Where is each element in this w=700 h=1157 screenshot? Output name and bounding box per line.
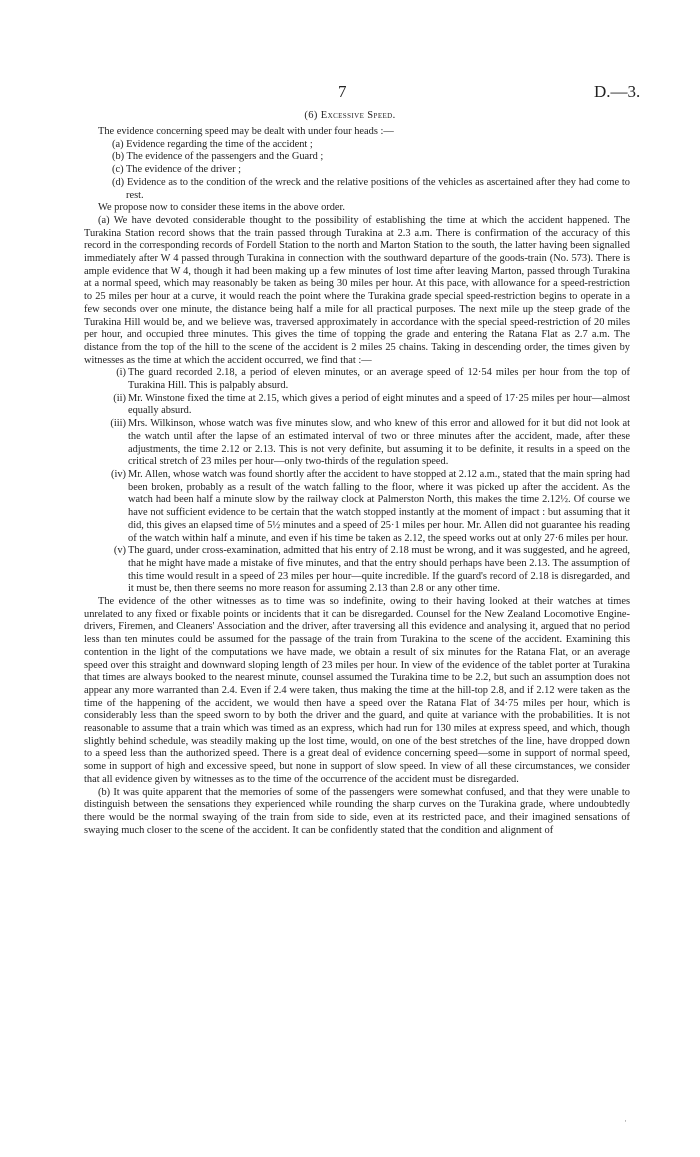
- item-text: The guard recorded 2.18, a period of eleven minutes, or an average speed of 12·54 miles per hour from the top of Turakina Hill. This is palpably absurd.: [128, 367, 630, 392]
- item-number: (ii): [113, 392, 126, 404]
- page-number: 7: [338, 82, 347, 101]
- item-text: Mr. Winstone fixed the time at 2.15, which gives a period of eight minutes and a speed of 17·25 miles per hour—almost equally absurd.: [128, 392, 630, 417]
- item-text: Mrs. Wilkinson, whose watch was five minutes slow, and who knew of this error and allowed for it but did not look at the watch until after the lapse of an estimated interval of two or three minutes after the accident, made, after these adjustments, the time 2.12 or 2.13. This is not very definite, but assuming it to be definite, it results in a speed on the critical stretch of 23 miles per hour—only two-thirds of the regulation speed.: [128, 418, 630, 468]
- item-number: (i): [116, 367, 126, 379]
- head-b: (b) The evidence of the passengers and the Guard ;: [112, 151, 324, 163]
- item-number: (iii): [110, 418, 126, 430]
- document-body: [84, 126, 630, 837]
- item-text: Mr. Allen, whose watch was found shortly after the accident to have stopped at 2.12 a.m., stated that the main spring had been broken, probably as a result of the watch falling to the floor, where it was picked up after the accident. As the watch had been half a minute slow by the railway clock at Palmerston North, this makes the time 2.12½. Of course we have not sufficient evidence to be certain that the watch stopped instantly at the moment of impact : but assuming that it did, this gives an elapsed time of 5½ minutes and a speed of 25·1 miles per hour. Mr. Allen did not guarantee his reading of the watch within half a minute, and even if his time be taken as 2.12, the speed works out at only 27·6 miles per hour.: [128, 468, 630, 544]
- list-item: [106, 418, 630, 469]
- list-item: [106, 367, 630, 392]
- item-number: (iv): [110, 468, 126, 480]
- order-paragraph: We propose now to consider these items in the above order.: [98, 202, 346, 214]
- head-c: (c) The evidence of the driver ;: [112, 164, 242, 176]
- paragraph-b: (b) It was quite apparent that the memories of some of the passengers were somewhat confused, and that they were unable to distinguish between the sensations they experienced while rounding the sharp curves on the Turakina grade, where undoubtedly there would be the normal swaying of the train from side to side, even at its restricted pace, and their imagined sensations of swaying much closer to the scene of the accident. It can be confidently stated that the condition and alignment of: [84, 786, 630, 836]
- list-item: [106, 545, 630, 596]
- evidence-paragraph: The evidence of the other witnesses as to time was so indefinite, owing to their having looked at their watches at times unrelated to any fixed or fixable points or incidents that it can be disregarded. Counsel for the New Zealand Locomotive Engine-drivers, Firemen, and Cleaners' Association and the driver, after traversing all this evidence and analysing it, argued that no period less than ten minutes could be assumed for the passage of the train from Turakina to the scene of the accident. Examining this contention in the light of the computations we have made, we obtain a result of six minutes for the Ratana Flat, or an average speed over this straight and downward sloping length of 23 miles per hour. In view of the evidence of the tablet porter at Turakina that times are always booked to the nearest minute, counsel assumed the Turakina time to be 2.2, but such an assumption does not appear any more warranted than 2.4. Even if 2.4 were taken, thus making the time at the hill-top 2.8, and if 2.12 were taken as the time of the happening of the accident, we would then have a speed over the Ratana Flat of 34·75 miles per hour, which is considerably less than the speed sworn to by both the driver and the guard, and quite at variance with the probabilities. It is not reasonable to assume that a train which was timed as an express, which had run for 130 miles at express speed, and which, though slightly behind schedule, was steadily making up the lost time, would, on one of the best stretches of the line, have dropped down to a speed less than the authorized speed. There is a great deal of evidence concerning speed—some in support of normal speed, some in support of high and excessive speed, but none in support of slow speed. In view of all these circumstances, we consider that all evidence given by witnesses as to the time of the occurrence of the accident must be disregarded.: [84, 596, 630, 785]
- head-a: (a) Evidence regarding the time of the accident ;: [112, 138, 313, 150]
- section-heading: (6) Excessive Speed.: [304, 110, 396, 121]
- heads-list: [112, 139, 630, 203]
- head-d: (d) Evidence as to the condition of the wreck and the relative positions of the vehicles as ascertained after they had come to rest.: [112, 176, 630, 201]
- item-text: The guard, under cross-examination, admitted that his entry of 2.18 must be wrong, and it was suggested, and he agreed, that he might have made a mistake of five minutes, and that the entry should perhaps have been 2.13. The assumption of this time would result in a speed of 23 miles per hour—quite incredible. If the guard's record of 2.18 is disregarded, and it must be, then there seems no more reason for assuming 2.13 than 2.8 or any other time.: [128, 545, 630, 595]
- paragraph-a: (a) We have devoted considerable thought to the possibility of establishing the time at which the accident happened. The Turakina Station record shows that the train passed through Turakina at 2.3 a.m. There is confirmation of the accuracy of this record in the corresponding records of Fordell Station to the north and Marton Station to the south, the latter having been signalled immediately after W 4 passed through Turakina in connection with the southward departure of the goods-train (No. 573). There is ample evidence that W 4, though it had been making up a few minutes of lost time after leaving Marton, passed through Turakina at a normal speed, which may reasonably be taken as being 30 miles per hour. At this pace, with allowance for a speed-restriction to 25 miles per hour at a curve, it would reach the point where the Turakina grade special speed-restriction begins to operate in a few seconds over one minute, the distance being half a mile for all practical purposes. The next mile up the steep grade of the Turakina Hill would be, and we believe was, traversed approximately in accordance with the special speed-restriction of 20 miles per hour, and occupied three minutes. This gives the time of topping the grade and entering the Ratana Flat as 2.7 a.m. The distance from the top of the hill to the scene of the accident is 2 miles 25 chains. Taking in descending order, the times given by witnesses as the time at which the accident occurred, we find that :—: [84, 214, 630, 366]
- list-item: [106, 469, 630, 545]
- intro-paragraph: The evidence concerning speed may be dealt with under four heads :—: [98, 126, 394, 137]
- list-item: [106, 393, 630, 418]
- document-reference: D.—3.: [594, 82, 641, 101]
- page-mark: ·: [624, 1116, 627, 1126]
- item-number: (v): [113, 545, 126, 557]
